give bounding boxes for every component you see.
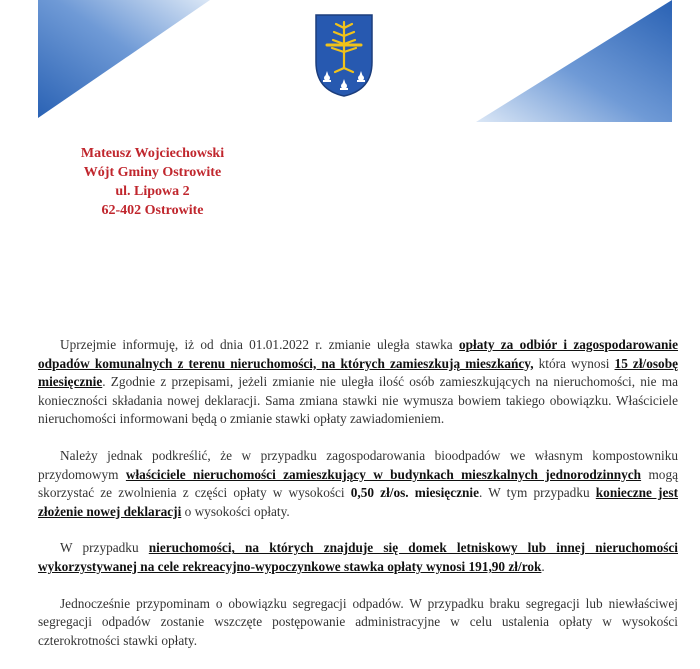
left-corner-decoration-icon (38, 0, 210, 118)
right-corner-decoration-icon (476, 0, 672, 122)
sender-name: Mateusz Wojciechowski (80, 146, 225, 161)
p2-text-2: mogą skorzystać ze zwolnienia z części opłaty w wysokości (38, 466, 678, 501)
sender-street: ul. Lipowa 2 (115, 184, 190, 199)
sender-postal-city: 62-402 Ostrowite (101, 203, 204, 218)
p2-exemption-amount: 0,50 zł/os. miesięcznie (350, 485, 479, 501)
p2-text-4: o wysokości opłaty. (181, 503, 290, 519)
paragraph-gap (38, 521, 678, 539)
p3-text-2: . (541, 558, 545, 574)
coat-of-arms-icon (313, 12, 375, 98)
paragraph-recreational-fee (38, 539, 678, 576)
paragraph-gap (38, 577, 678, 595)
p4-text-1: Jednocześnie przypominam o obowiązku segregacji odpadów. W przypadku braku segregacji lub niewłaściwej segregacji odpadów zostanie wszczęte postępowanie administracyjne w celu ustalenia opłaty w wysokości czterokrotności stawki opłaty. (38, 595, 678, 648)
p1-text-2: która wynosi (533, 355, 615, 371)
p3-text-1: W przypadku (60, 540, 149, 556)
p2-text-3: . W tym przypadku (479, 485, 596, 501)
paragraph-gap (38, 429, 678, 447)
paragraph-segregation-reminder (38, 595, 678, 651)
p2-new-declaration: konieczne jest złożenie nowej deklaracji (38, 485, 678, 519)
p3-recreational-rate: nieruchomości, na których znajduje się domek letniskowy lub innej nieruchomości wykorzystywanej na cele rekreacyjno-wypoczynkowe stawka opłaty wynosi 191,90 zł/rok (38, 540, 678, 574)
sender-title: Wójt Gminy Ostrowite (83, 165, 222, 180)
sender-address-block (60, 144, 245, 220)
p1-text-1: Uprzejmie informuję, iż od dnia 01.01.2022 r. zmianie uległa stawka (60, 337, 459, 352)
letter-body (38, 336, 678, 650)
p1-fee-subject: opłaty za odbiór i zagospodarowanie odpadów komunalnych z terenu nieruchomości, na których zamieszkują mieszkańcy, (38, 337, 679, 371)
p1-text-3: . Zgodnie z przepisami, jeżeli zmianie nie uległa ilość osób zamieszkujących na nieruchomości, nie ma konieczności składania nowej deklaracji. Sama zmiana stawki nie wymusza bowiem takiego obowiązku. Właściciele nieruchomości informowani będą o zmianie stawki opłaty zawiadomieniem. (38, 374, 678, 427)
p1-fee-amount: 15 zł/osobę miesięcznie (38, 355, 678, 390)
p2-text-1: Należy jednak podkreślić, że w przypadku zagospodarowania bioodpadów we własnym kompostowniku przydomowym (38, 447, 678, 482)
paragraph-compost-exemption (38, 447, 678, 521)
p2-eligible-owners: właściciele nieruchomości zamieszkujący w budynkach mieszkalnych jednorodzinnych (125, 466, 642, 482)
paragraph-fee-change (38, 336, 678, 429)
